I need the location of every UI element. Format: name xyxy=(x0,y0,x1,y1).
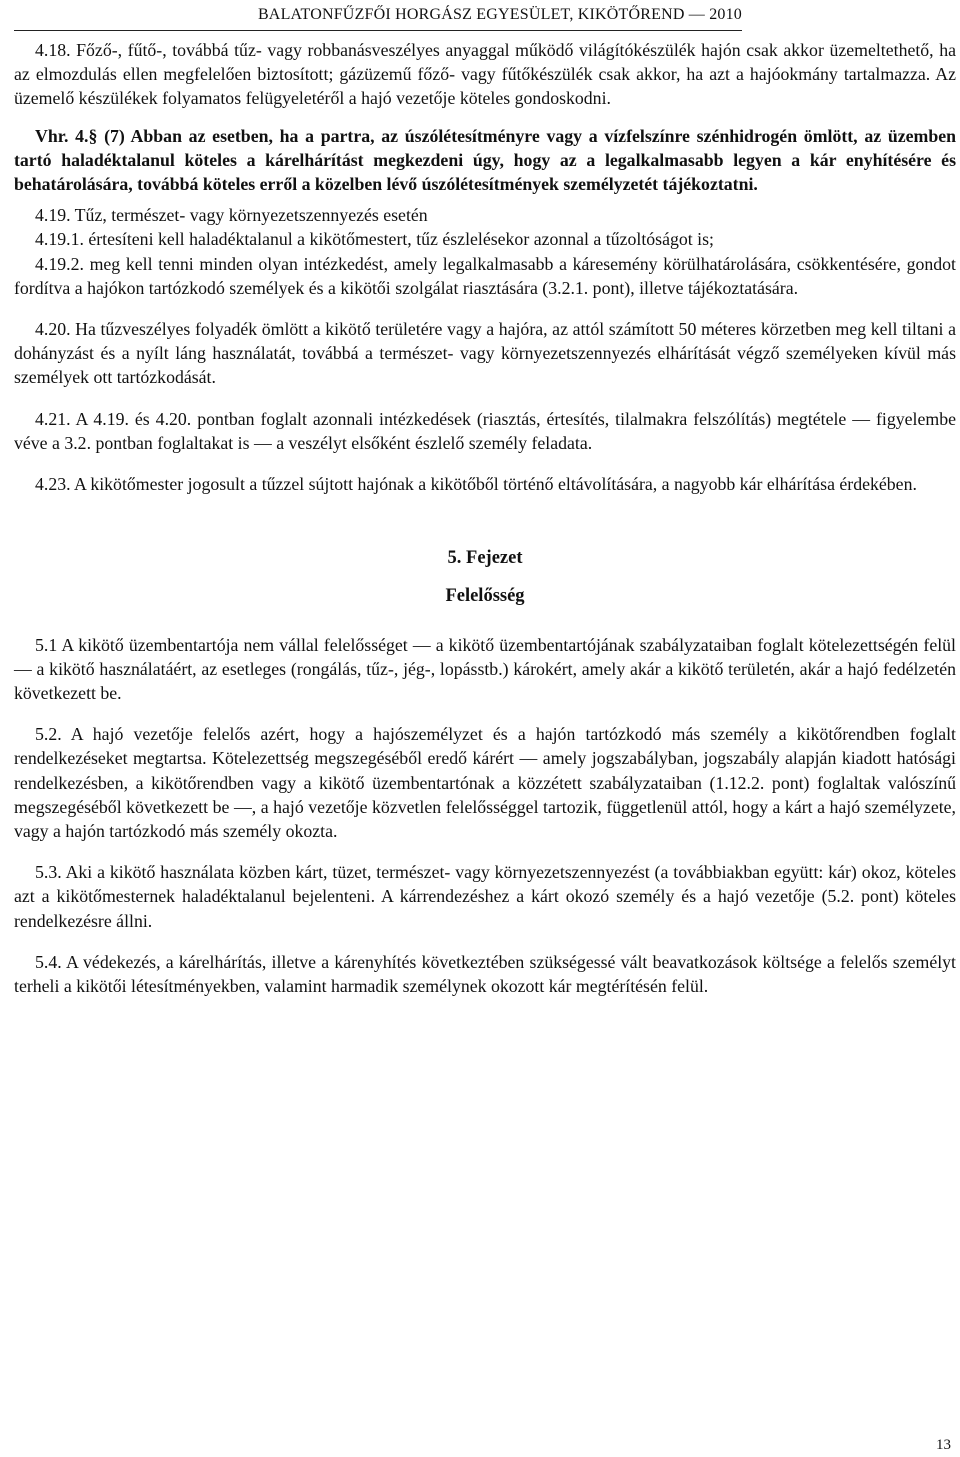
paragraph-5-3: 5.3. Aki a kikötő használata közben kárt, tüzet, természet- vagy környezetszennyezést (a továbbiakban együtt: kár) okoz, köteles azt a kikötőmesternek haladéktalanul bejelenteni. A kárrendezéshez a kárt okozó személy és a hajó vezetője (5.2. pont) köteles rendelkezésre állni. xyxy=(14,862,956,931)
paragraph-4-19: 4.19. Tűz, természet- vagy környezetszennyezés esetén xyxy=(35,205,428,226)
paragraph-4-19-1: 4.19.1. értesíteni kell haladéktalanul a kikötőmestert, tűz észlelésekor azonnal a tűzoltóságot is; xyxy=(35,229,714,250)
paragraph-5-1: 5.1 A kikötő üzembentartója nem vállal felelősséget — a kikötő üzembentartójának szabályzataiban foglalt kötelezettségén felül — a kikötő használatáért, az esetleges (rongálás, tűz-, jég-, lopásstb.) károkért, amely akár a kikötő területén, akár a hajó fedélzetén következett be. xyxy=(14,634,956,704)
header-rule xyxy=(14,30,742,31)
chapter-number: 5. Fejezet xyxy=(447,548,523,569)
paragraph-4-21: 4.21. A 4.19. és 4.20. pontban foglalt azonnali intézkedések (riasztás, értesítés, tilalmakra felszólítás) megtétele — figyelembe véve a 3.2. pontban foglaltakat is — a veszélyt elsőként észlelő személy feladata. xyxy=(14,408,956,453)
document-body xyxy=(14,38,956,998)
chapter-title: Felelősség xyxy=(445,586,525,607)
page-number: 13 xyxy=(936,1437,951,1453)
paragraph-5-4: 5.4. A védekezés, a kárelhárítás, illetve a kárenyhítés következtében szükségessé vált beavatkozások költsége a felelős személyt terheli a kikötői létesítményekben, valamint harmadik személynek okozott kár megtérítésén felül. xyxy=(14,951,956,997)
paragraph-4-23: 4.23. A kikötőmester jogosult a tűzzel sújtott hajónak a kikötőből történő eltávolítására, a nagyobb kár elhárítása érdekében. xyxy=(35,474,917,495)
paragraph-4-20: 4.20. Ha tűzveszélyes folyadék ömlött a kikötő területére vagy a hajóra, az attól számított 50 méteres körzetben meg kell tiltani a dohányzást és a nyílt láng használatát, továbbá a természet- vagy környezetszennyezés elhárítását végző személyeken kívül más személyek ott tartózkodását. xyxy=(14,319,956,388)
paragraph-4-19-2: 4.19.2. meg kell tenni minden olyan intézkedést, amely legalkalmasabb a káresemény körülhatárolására, csökkentésére, gondot fordítva a hajókon tartózkodó személyek és a kikötői szolgálat riasztására (3.2.1. pont), illetve tájékoztatására. xyxy=(14,253,956,298)
paragraph-vhr-4-7: Vhr. 4.§ (7) Abban az esetben, ha a partra, az úszólétesítményre vagy a vízfelszínre szénhidrogén ömlött, az üzemben tartó haladéktalanul köteles a kárelhárítást megkezdeni úgy, hogy az a legalkalmasabb legyen a kár enyhítésére és behatárolására, továbbá köteles erről a közelben lévő úszólétesítmények személyzetét tájékoztatni. xyxy=(14,125,956,195)
running-header: BALATONFŰZFŐI HORGÁSZ EGYESÜLET, KIKÖTŐREND — 2010 xyxy=(257,6,742,23)
paragraph-5-2: 5.2. A hajó vezetője felelős azért, hogy a hajószemélyzet és a hajón tartózkodó más személy a kikötőrendben foglalt rendelkezéseket megtartsa. Kötelezettség megszegéséből eredő kárért — amely jogszabályban, jogszabály alapján kiadott hatósági rendelkezésben, a kikötőrendben vagy a kikötő üzembentartónak a közzétett szabályzataiban (1.12.2. pont) foglaltak valószínű megszegéséből következett be —, a hajó vezetője közvetlen felelősséggel tartozik, függetlenül attól, hogy a kárt a hajó személyzete, vagy a hajón tartózkodó más személy okozta. xyxy=(14,724,956,842)
paragraph-4-18: 4.18. Főző-, fűtő-, továbbá tűz- vagy robbanásveszélyes anyaggal működő világítókészülék hajón csak akkor üzemeltethető, ha az elmozdulás ellen megfelelően biztosított; gázüzemű főző- vagy fűtőkészülék csak akkor, ha azt a hajóokmány tartalmazza. Az üzemelő készülékek folyamatos felügyeletéről a hajó vezetője köteles gondoskodni. xyxy=(14,40,956,109)
